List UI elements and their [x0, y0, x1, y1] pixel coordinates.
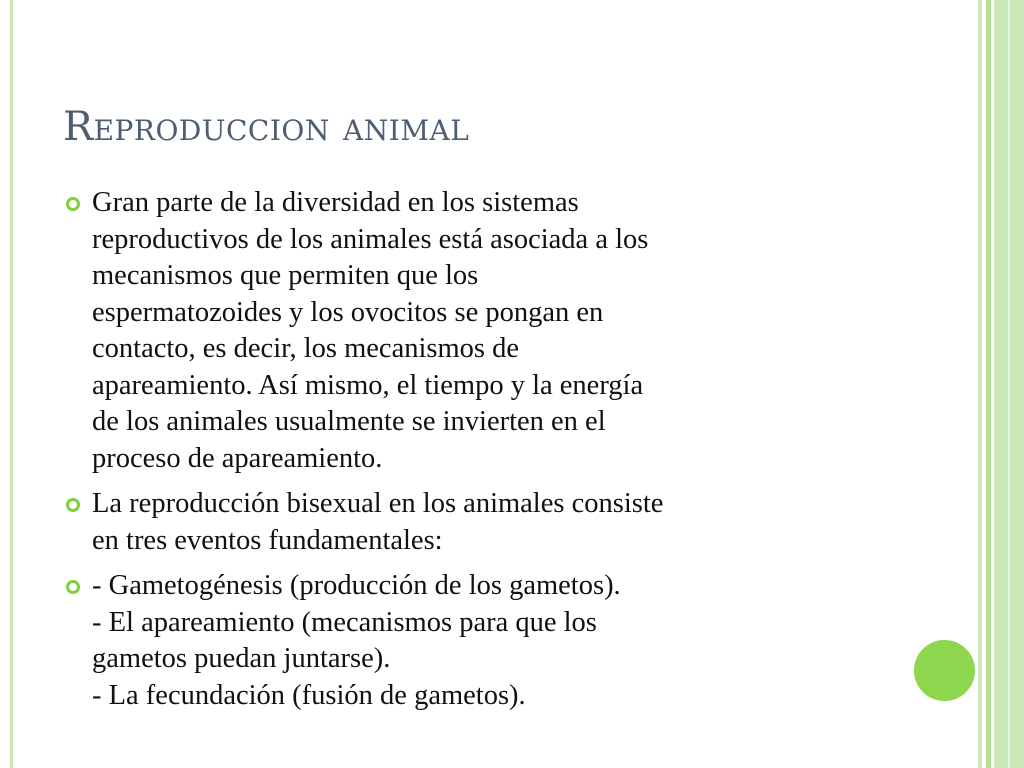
ring-bullet-icon	[65, 497, 81, 513]
bullet-item-3	[62, 568, 902, 714]
slide-title: Reproduccion animal	[63, 104, 470, 150]
bullet-list	[62, 185, 902, 723]
bullet-item-2	[62, 486, 902, 559]
bullet-line: en tres eventos fundamentales:	[92, 524, 443, 556]
right-border-stripe-thin	[978, 0, 982, 768]
bullet-line: mecanismos que permiten que los	[92, 260, 479, 291]
bullet-line: proceso de apareamiento.	[92, 442, 383, 474]
right-border-highlight	[1008, 0, 1010, 768]
right-border-stripe	[986, 0, 991, 768]
bullet-line: La reproducción bisexual en los animales consiste	[92, 488, 664, 519]
bullet-line: apareamiento. Así mismo, el tiempo y la energía	[92, 369, 644, 401]
ring-bullet-icon	[65, 196, 81, 212]
bullet-line: reproductivos de los animales está asociada a los	[92, 223, 649, 255]
bullet-line: Gran parte de la diversidad en los sistemas	[92, 187, 579, 218]
bullet-line: - Gametogénesis (producción de los gametos).	[92, 570, 621, 601]
left-border-line	[10, 0, 13, 768]
bullet-line: espermatozoides y los ovocitos se pongan en	[92, 296, 604, 328]
decorative-green-circle	[911, 637, 978, 704]
bullet-line: - La fecundación (fusión de gametos).	[92, 679, 526, 711]
bullet-line: - El apareamiento (mecanismos para que los	[92, 606, 597, 638]
bullet-line: de los animales usualmente se invierten en el	[92, 406, 606, 437]
bullet-line: contacto, es decir, los mecanismos de	[92, 333, 520, 364]
bullet-line: gametos puedan juntarse).	[92, 643, 391, 674]
bullet-item-1	[62, 185, 902, 477]
ring-bullet-icon	[65, 579, 81, 595]
